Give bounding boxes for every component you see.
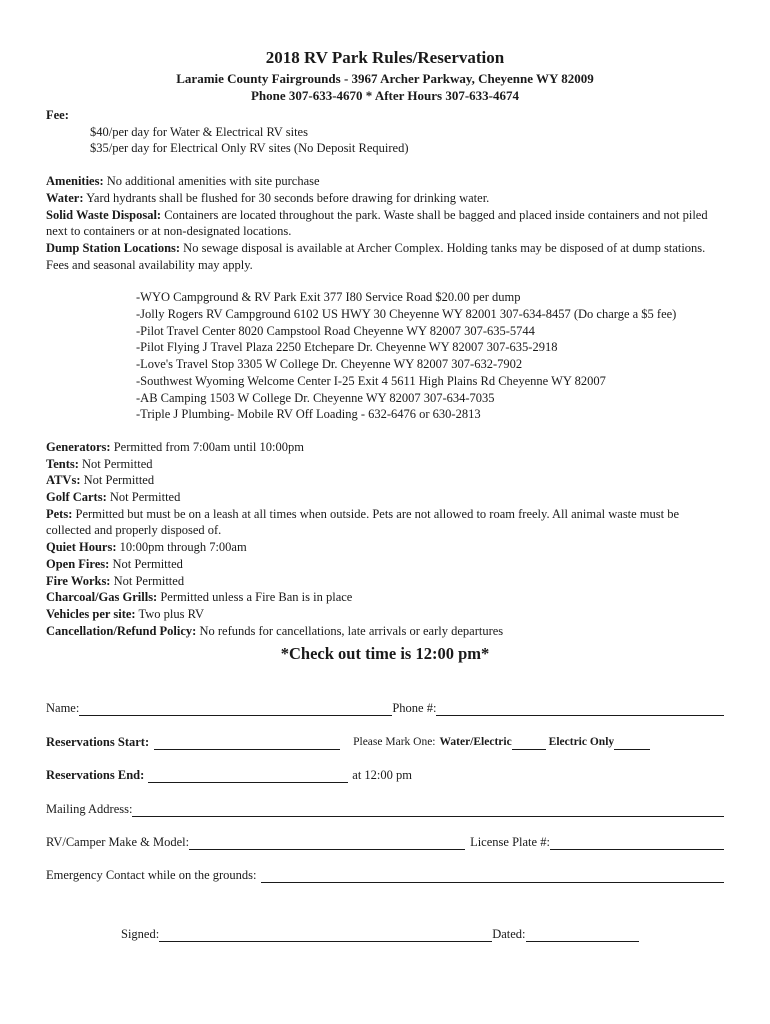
rule-grills: Charcoal/Gas Grills: Permitted unless a Fire Ban is in place bbox=[46, 590, 353, 605]
rule-atvs: ATVs: Not Permitted bbox=[46, 473, 155, 488]
license-plate-field[interactable] bbox=[550, 837, 724, 850]
rule-quiet-hours: Quiet Hours: 10:00pm through 7:00am bbox=[46, 540, 247, 555]
reservations-start-label: Reservations Start: bbox=[46, 735, 150, 749]
phone-line: Phone 307-633-4670 * After Hours 307-633-4674 bbox=[250, 88, 520, 103]
rule-fire-works: Fire Works: Not Permitted bbox=[46, 573, 185, 588]
checkout-notice: *Check out time is 12:00 pm* bbox=[280, 644, 490, 664]
fee-item-water-electric: $40/per day for Water & Electrical RV sites bbox=[90, 124, 308, 139]
water-electric-checkbox[interactable] bbox=[512, 737, 546, 750]
fee-item-electric-only: $35/per day for Electrical Only RV sites (No Deposit Required) bbox=[90, 141, 409, 156]
rule-dump-stations: Dump Station Locations: No sewage disposal is available at Archer Complex. Holding tanks may be disposed of at dump stations. Fees and seasonal availability may apply. bbox=[46, 240, 706, 272]
dated-label: Dated: bbox=[492, 927, 526, 941]
rule-open-fires: Open Fires: Not Permitted bbox=[46, 556, 183, 571]
rule-solid-waste: Solid Waste Disposal: Containers are located throughout the park. Waste shall be bagged and placed inside containers and not piled next to containers or at non-designated locations. bbox=[46, 207, 708, 239]
list-item: -Triple J Plumbing- Mobile RV Off Loading - 632-6476 or 630-2813 bbox=[136, 407, 481, 422]
signed-label: Signed: bbox=[121, 927, 160, 941]
date-field[interactable] bbox=[526, 929, 639, 942]
rule-cancellation: Cancellation/Refund Policy: No refunds for cancellations, late arrivals or early departures bbox=[46, 623, 504, 638]
license-plate-label: License Plate #: bbox=[470, 835, 550, 849]
dump-station-list bbox=[46, 289, 724, 423]
reservations-start-field[interactable] bbox=[154, 737, 340, 750]
list-item: -Jolly Rogers RV Campground 6102 US HWY 30 Cheyenne WY 82001 307-634-8457 (Do charge a $5 fee) bbox=[136, 307, 677, 322]
rule-generators: Generators: Permitted from 7:00am until 10:00pm bbox=[46, 439, 304, 454]
rv-make-model-field[interactable] bbox=[189, 837, 465, 850]
electric-only-option: Electric Only bbox=[548, 736, 615, 748]
list-item: -Southwest Wyoming Welcome Center I-25 Exit 4 5611 High Plains Rd Cheyenne WY 82007 bbox=[136, 373, 606, 388]
signature-field[interactable] bbox=[159, 929, 492, 942]
emergency-contact-label: Emergency Contact while on the grounds: bbox=[46, 868, 257, 882]
water-electric-option: Water/Electric bbox=[439, 736, 512, 748]
rule-golf-carts: Golf Carts: Not Permitted bbox=[46, 490, 181, 505]
mailing-address-field[interactable] bbox=[132, 804, 724, 817]
address-line: Laramie County Fairgrounds - 3967 Archer Parkway, Cheyenne WY 82009 bbox=[176, 71, 594, 86]
list-item: -Love's Travel Stop 3305 W College Dr. Cheyenne WY 82007 307-632-7902 bbox=[136, 357, 523, 372]
rule-pets: Pets: Permitted but must be on a leash at all times when outside. Pets are not allowed to roam freely. All animal waste must be collected and properly disposed of. bbox=[46, 506, 680, 538]
electric-only-checkbox[interactable] bbox=[614, 737, 650, 750]
rv-make-model-label: RV/Camper Make & Model: bbox=[46, 835, 190, 849]
reservations-end-label: Reservations End: bbox=[46, 768, 145, 782]
rule-water: Water: Yard hydrants shall be flushed for 30 seconds before drawing for drinking water. bbox=[46, 190, 490, 205]
page-title: 2018 RV Park Rules/Reservation bbox=[265, 48, 505, 67]
rule-amenities: Amenities: No additional amenities with site purchase bbox=[46, 174, 320, 189]
list-item: -Pilot Flying J Travel Plaza 2250 Etchepare Dr. Cheyenne WY 82007 307-635-2918 bbox=[136, 340, 558, 355]
reservations-end-suffix: at 12:00 pm bbox=[352, 768, 412, 782]
phone-label: Phone #: bbox=[392, 701, 437, 715]
reservation-form bbox=[46, 700, 724, 960]
fee-label: Fee: bbox=[46, 108, 69, 122]
phone-field[interactable] bbox=[436, 703, 724, 716]
mark-one-label: Please Mark One: bbox=[353, 736, 436, 748]
list-item: -AB Camping 1503 W College Dr. Cheyenne WY 82007 307-634-7035 bbox=[136, 390, 495, 405]
rule-tents: Tents: Not Permitted bbox=[46, 456, 153, 471]
reservations-end-field[interactable] bbox=[148, 770, 348, 783]
rule-vehicles: Vehicles per site: Two plus RV bbox=[46, 606, 204, 621]
list-item: -Pilot Travel Center 8020 Campstool Road Cheyenne WY 82007 307-635-5744 bbox=[136, 323, 535, 338]
emergency-contact-field[interactable] bbox=[261, 870, 725, 883]
mailing-address-label: Mailing Address: bbox=[46, 802, 133, 816]
name-label: Name: bbox=[46, 701, 80, 715]
name-field[interactable] bbox=[79, 703, 392, 716]
list-item: -WYO Campground & RV Park Exit 377 I80 Service Road $20.00 per dump bbox=[136, 290, 521, 305]
